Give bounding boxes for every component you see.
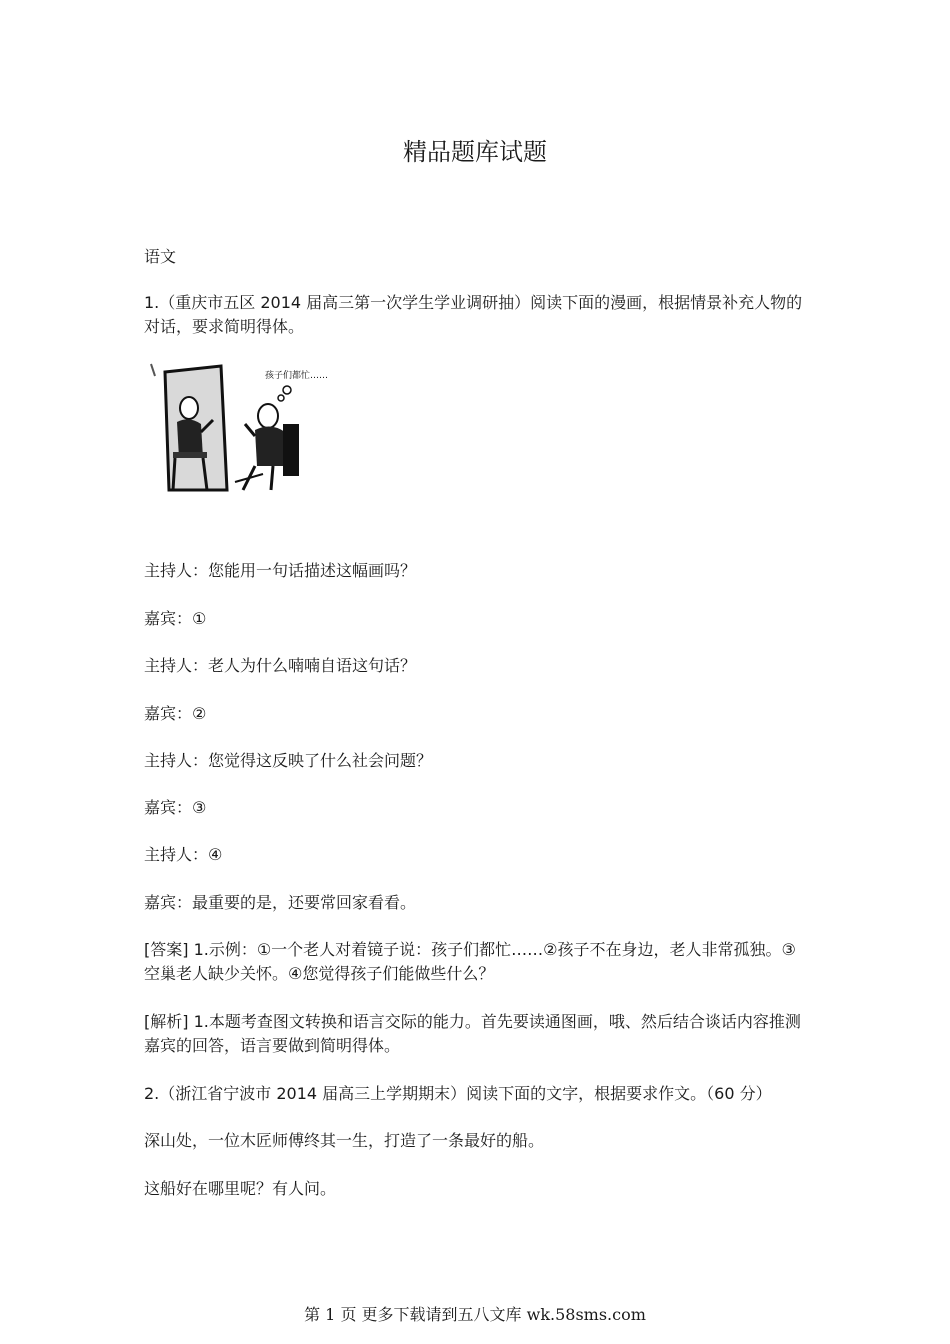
page-title: 精品题库试题 (403, 138, 547, 166)
dialogue-line-8: 嘉宾：最重要的是，还要常回家看看。 (144, 893, 417, 912)
question-2-line-2: 这船好在哪里呢？有人问。 (144, 1179, 337, 1198)
dialogue-line-4: 嘉宾：② (144, 704, 207, 723)
subject-label: 语文 (144, 247, 177, 266)
dialogue-line-6: 嘉宾：③ (144, 798, 207, 817)
dialogue-line-1: 主持人：您能用一句话描述这幅画吗？ (144, 561, 417, 580)
question-2-prompt: 2.（浙江省宁波市 2014 届高三上学期期末）阅读下面的文字，根据要求作文。（60 分） (144, 1084, 772, 1103)
cartoon-image (143, 362, 343, 494)
dialogue-line-2: 嘉宾：① (144, 609, 207, 628)
dialogue-line-7: 主持人：④ (144, 845, 223, 864)
analysis-block: [解析] 1.本题考查图文转换和语言交际的能力。首先要读通图画，哦、然后结合谈话内容推测嘉宾的回答，语言要做到简明得体。 (144, 1012, 801, 1055)
answer-block: [答案] 1.示例：①一个老人对着镜子说：孩子们都忙……②孩子不在身边，老人非常孤独。③空巢老人缺少关怀。④您觉得孩子们能做些什么？ (144, 940, 796, 983)
cartoon-caption: 孩子们都忙…… (265, 371, 329, 381)
dialogue-line-5: 主持人：您觉得这反映了什么社会问题？ (144, 751, 433, 770)
question-2-line-1: 深山处，一位木匠师傅终其一生，打造了一条最好的船。 (144, 1131, 545, 1150)
dialogue-line-3: 主持人：老人为什么喃喃自语这句话？ (144, 656, 417, 675)
page-footer: 第 1 页 更多下载请到五八文库 wk.58sms.com (304, 1305, 646, 1324)
question-1-prompt: 1.（重庆市五区 2014 届高三第一次学生学业调研抽）阅读下面的漫画，根据情景补充人物的对话，要求简明得体。 (144, 293, 803, 336)
